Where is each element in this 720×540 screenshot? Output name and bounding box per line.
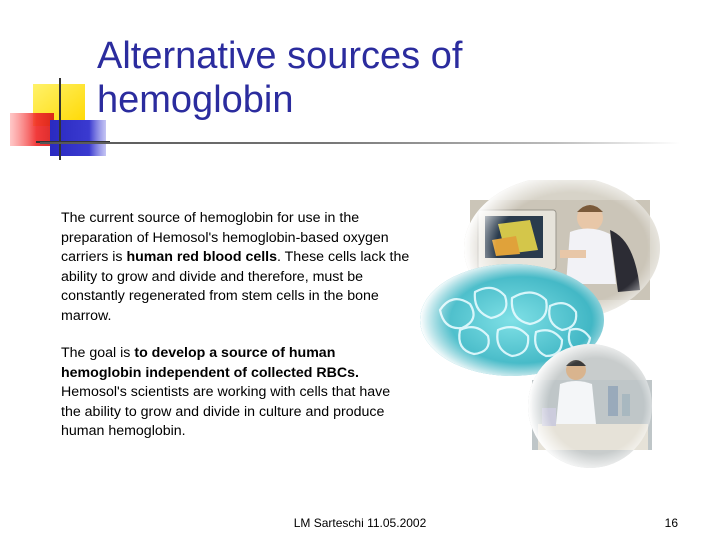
slide-body: [61, 209, 411, 460]
slide-title: Alternative sources of hemoglobin: [97, 35, 463, 121]
paragraph-current-source: The current source of hemoglobin for use in the preparation of Hemosol's hemoglobin-based oxygen carriers is human red blood cells. These cells lack the ability to grow and divide and therefore, must be constantly regenerated from stem cells in the bone marrow.: [61, 210, 410, 324]
paragraph-goal: The goal is to develop a source of human hemoglobin independent of collected RBCs. Hemosol's scientists are working with cells that have the ability to grow and divide in culture and produce human hemoglobin.: [61, 345, 391, 439]
emphasis-goal: to develop a source of human hemoglobin independent of collected RBCs.: [61, 345, 359, 381]
photo-collage: [420, 180, 670, 470]
title-divider: [40, 142, 680, 144]
blue-square: [50, 120, 106, 156]
emphasis-rbc: human red blood cells: [126, 249, 278, 265]
decorative-squares-graphic: [0, 0, 110, 170]
footer-author-date: LM Sarteschi 11.05.2002: [293, 516, 427, 530]
lab-technician-photo: [528, 344, 652, 468]
slide-number: 16: [664, 516, 678, 530]
